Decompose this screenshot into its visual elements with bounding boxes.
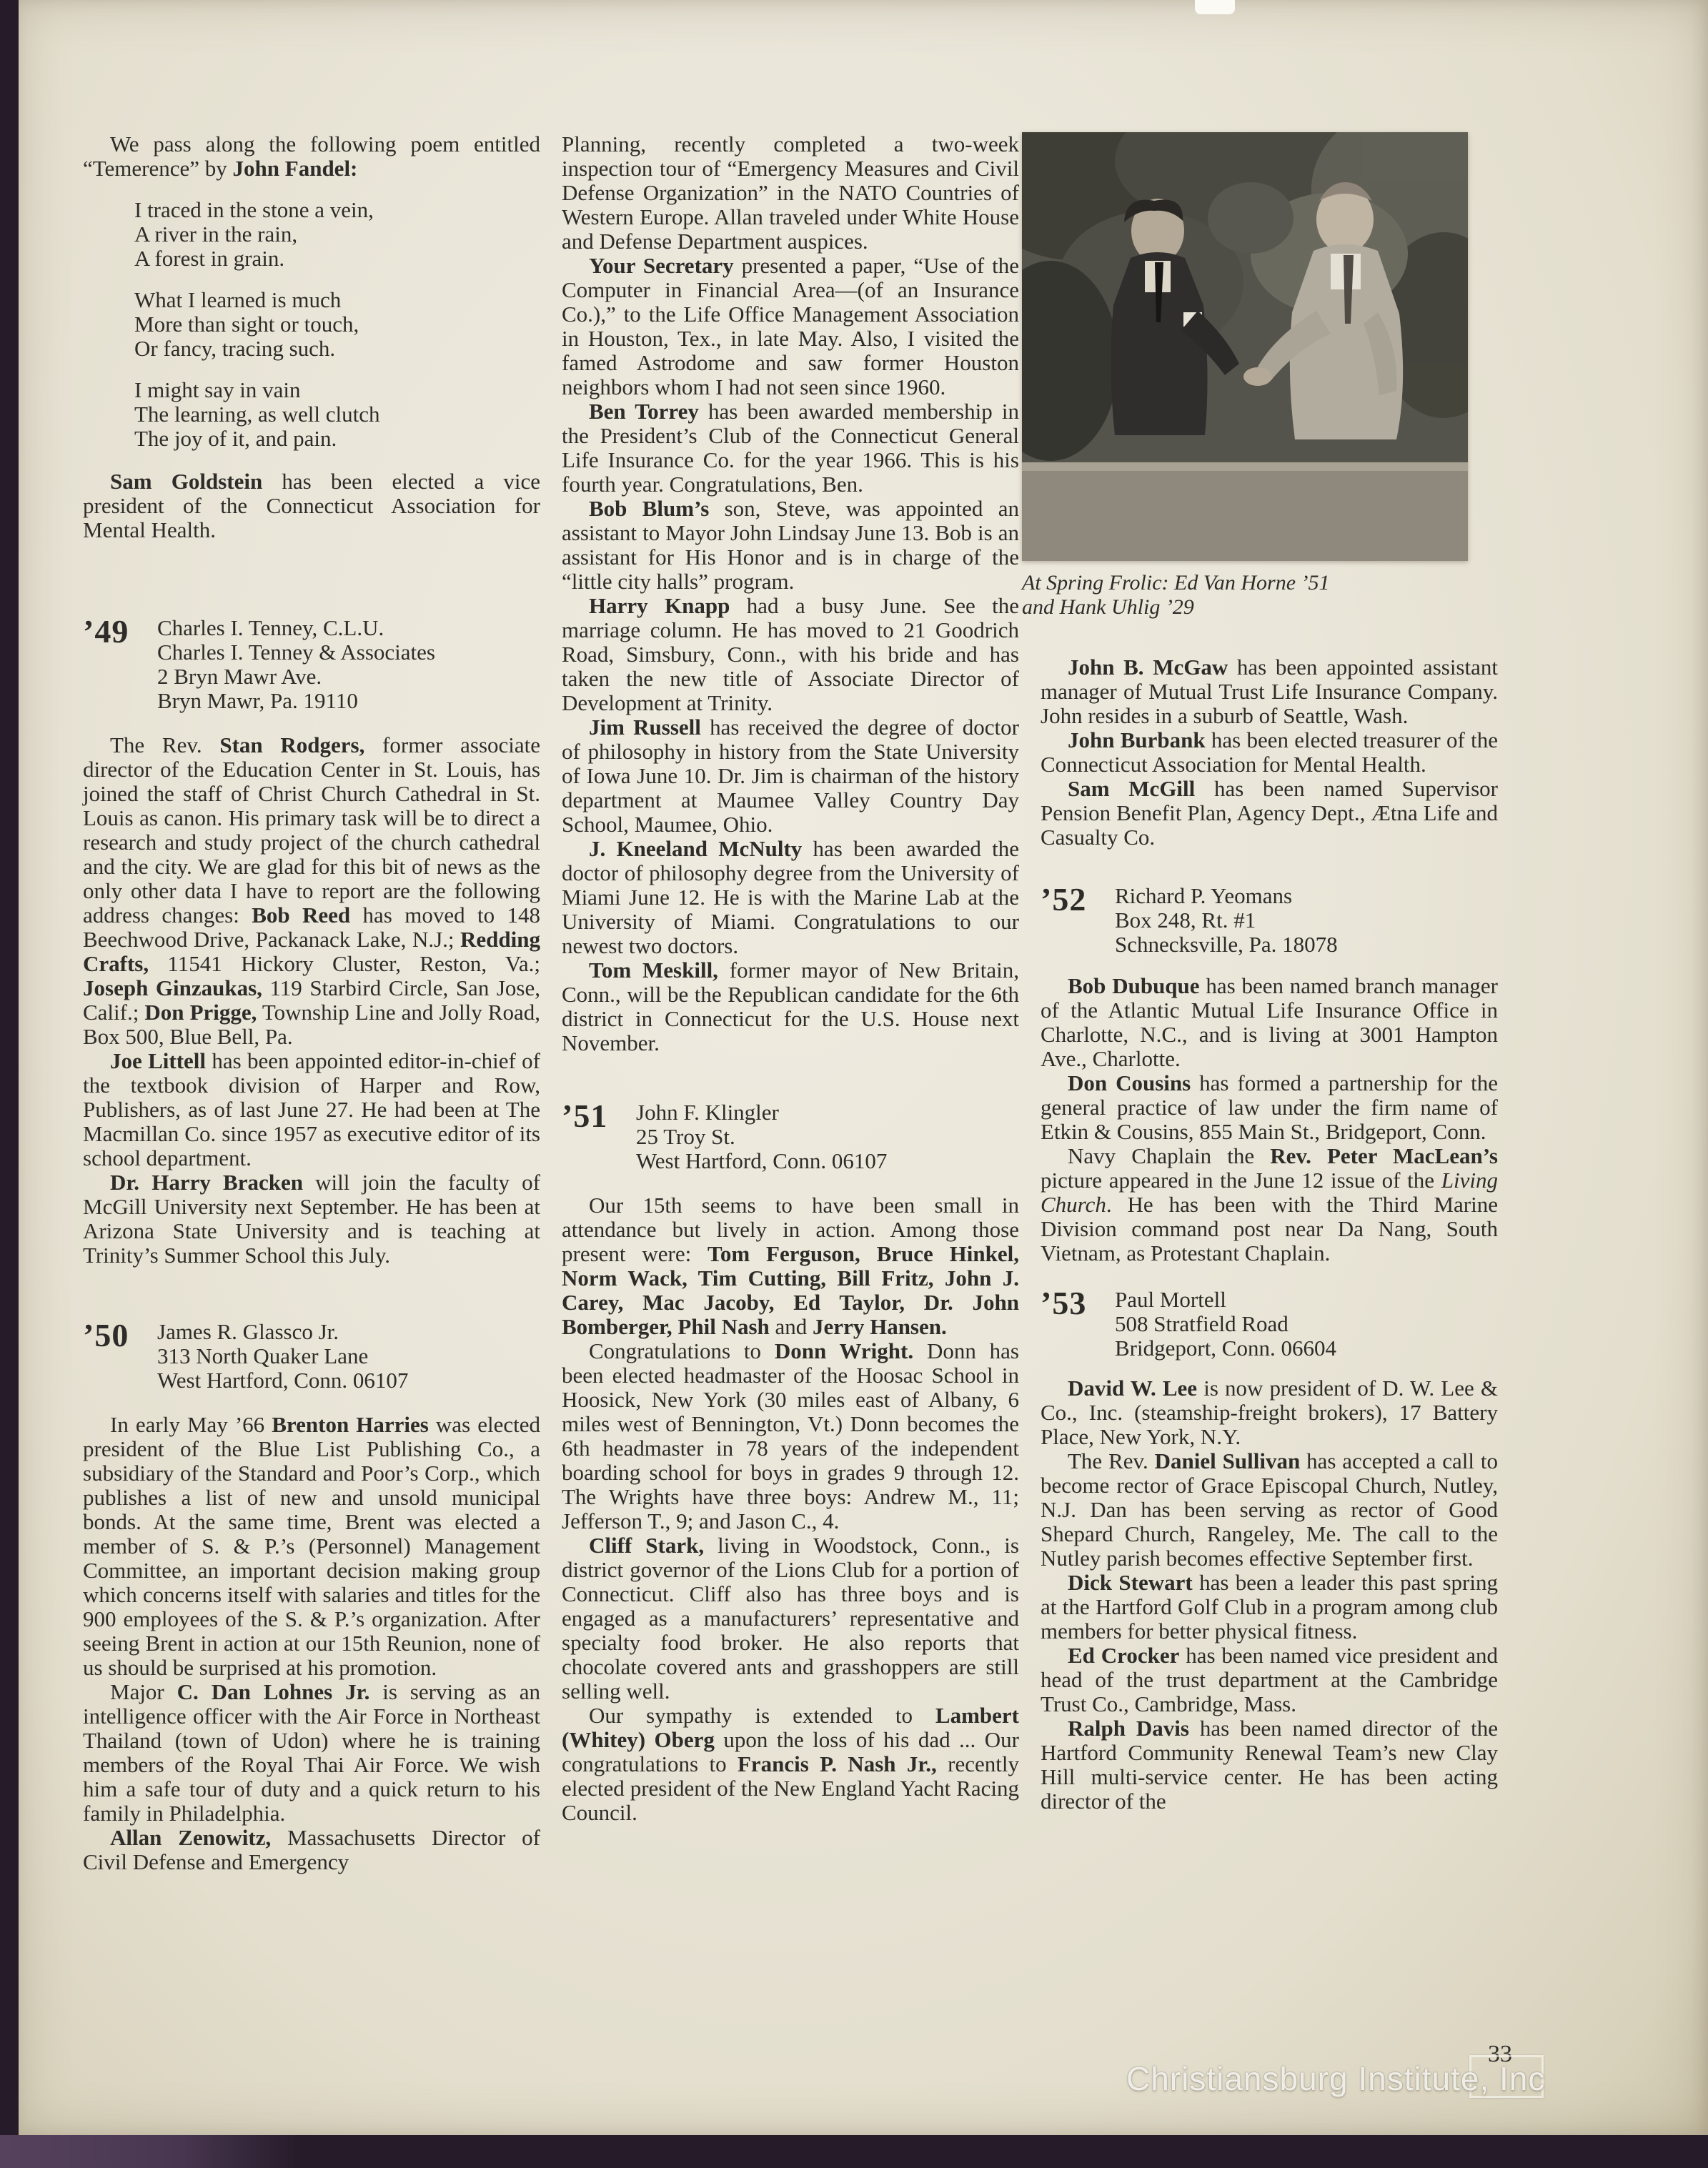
- person-name: John B. McGaw: [1068, 655, 1228, 680]
- person-name: Don Cousins: [1068, 1070, 1191, 1095]
- paragraph: [83, 1680, 540, 1826]
- text-run: has received the degree of doctor of philosophy in history from the State University of Iowa June 10. Dr. Jim is chairman of the history department at Maumee Valley Country Day School, Maumee, Ohio.: [562, 715, 1019, 837]
- address-line: West Hartford, Conn. 06107: [636, 1148, 888, 1173]
- text-run: has accepted a call to become rector of Grace Episcopal Church, Nutley, N.J. Dan has been serving as rector of Good Shepard Church, Rangeley, Me. The call to the Nutley parish becomes effective September first.: [1041, 1448, 1498, 1571]
- poem-stanza: [134, 198, 540, 271]
- spacer: [562, 1173, 1019, 1193]
- address-line: West Hartford, Conn. 06107: [157, 1368, 409, 1393]
- paragraph: [562, 594, 1019, 715]
- person-name: Ed Crocker: [1068, 1643, 1180, 1668]
- scan-edge-bottom: [0, 2135, 300, 2168]
- address-line: Schnecksville, Pa. 18078: [1115, 932, 1338, 957]
- paragraph: [562, 399, 1019, 497]
- spacer: [83, 1268, 540, 1318]
- address-line: 508 Stratfield Road: [1115, 1311, 1289, 1336]
- paragraph: [1041, 1449, 1498, 1571]
- person-name: Brenton Harries: [272, 1412, 429, 1437]
- paragraph: [562, 958, 1019, 1055]
- text-run: 119 Starbird Circle, San Jose, Calif.;: [83, 975, 541, 1025]
- text-run: In early May ’66: [110, 1412, 272, 1437]
- text-run: has been a leader this past spring at the Hartford Golf Club in a program among club members for better physical fitness.: [1041, 1570, 1498, 1644]
- scan-notch: [1195, 0, 1235, 14]
- address-line: 313 North Quaker Lane: [157, 1343, 369, 1368]
- photo-caption: [1022, 571, 1468, 620]
- paragraph: [1041, 655, 1498, 728]
- text-run: Our 15th seems to have been small in attendance but lively in action. Among those present were:: [562, 1193, 1019, 1266]
- text-run: is serving as an intelligence officer with the Air Force in Northeast Thailand (town of Udon) where he is training members of the Royal Thai Air Force. We wish him a safe tour of duty and a quick return to his family in Philadelphia.: [83, 1679, 540, 1826]
- class-year: ’52: [1041, 881, 1087, 918]
- text-run: Planning, recently completed a two-week inspection tour of “Emergency Measures and Civil Defense Organization” in the NATO Countries of Western Europe. Allan traveled under White House and Defense Department auspices.: [562, 131, 1019, 254]
- address-line: James R. Glassco Jr.: [157, 1319, 339, 1344]
- text-run: Township Line and Jolly Road, Box 500, Blue Bell, Pa.: [83, 1000, 540, 1049]
- text-run: upon the loss of his dad ... Our congratulations to: [562, 1727, 1019, 1776]
- class-secretary-address: [157, 1318, 408, 1393]
- address-line: Bridgeport, Conn. 06604: [1115, 1336, 1336, 1361]
- text-run: son, Steve, was appointed an assistant to Mayor John Lindsay June 13. Bob is an assistant for His Honor and is in charge of the “little city halls” program.: [562, 496, 1019, 594]
- text-run: is now president of D. W. Lee & Co., Inc. (steamship-freight brokers), 17 Battery Place, New York, N.Y.: [1041, 1376, 1499, 1449]
- paragraph: [562, 497, 1019, 594]
- poem-line: The learning, as well clutch: [134, 402, 380, 427]
- spacer: [562, 1055, 1019, 1098]
- photo-image: [1022, 132, 1468, 561]
- person-name: Bob Reed: [252, 902, 351, 928]
- text-run: has been awarded membership in the President’s Club of the Connecticut General Life Insurance Co. for the year 1966. This is his fourth year. Congratulations, Ben.: [562, 399, 1019, 497]
- text-run: Living Church: [1041, 1168, 1498, 1217]
- text-run: former mayor of New Britain, Conn., will be the Republican candidate for the 6th district in Connecticut for the U.S. House next November.: [562, 958, 1019, 1055]
- person-name: David W. Lee: [1068, 1376, 1198, 1401]
- watermark-text: Christiansburg Institute, Inc: [1126, 2060, 1546, 2097]
- text-run: has been named Supervisor Pension Benefit Plan, Agency Dept., Ætna Life and Casualty Co.: [1041, 776, 1498, 850]
- address-line: Paul Mortell: [1115, 1287, 1226, 1312]
- person-name: Rev. Peter MacLean’s: [1270, 1143, 1498, 1168]
- paragraph: [562, 254, 1019, 399]
- text-run: has moved to 148 Beechwood Drive, Packanack Lake, N.J.;: [83, 902, 540, 952]
- paragraph: [1041, 1716, 1498, 1814]
- photo-caption-line-1: At Spring Frolic: Ed Van Horne ’51: [1022, 571, 1330, 595]
- paragraph: [562, 715, 1019, 837]
- address-line: Box 248, Rt. #1: [1115, 908, 1256, 933]
- paragraph: [1041, 777, 1498, 850]
- poem-line: The joy of it, and pain.: [134, 426, 337, 451]
- person-name: Ben Torrey: [589, 399, 699, 424]
- paragraph: [83, 733, 540, 1049]
- class-section-53: [1041, 1286, 1498, 1361]
- text-run: . He has been with the Third Marine Division command post near Da Nang, South Vietnam, as Protestant Chaplain.: [1041, 1192, 1498, 1266]
- person-name: Bob Dubuque: [1068, 973, 1200, 998]
- text-run: has been named director of the Hartford Community Renewal Team’s new Clay Hill multi-service center. He has been acting director of the: [1041, 1716, 1499, 1814]
- class-year: ’51: [562, 1098, 608, 1134]
- text-run: will join the faculty of McGill University next September. He has been at Arizona State University and is teaching at Trinity’s Summer School this July.: [83, 1170, 540, 1268]
- class-secretary-address: [1115, 882, 1338, 957]
- text-run: has been awarded the doctor of philosophy degree from the University of Miami June 12. He is with the Marine Lab at the University of Miami. Congratulations to our newest two doctors.: [562, 836, 1019, 958]
- person-name: John Burbank: [1068, 727, 1206, 752]
- text-run: has been elected treasurer of the Connecticut Association for Mental Health.: [1041, 727, 1498, 777]
- poem-stanza: [134, 378, 540, 451]
- paragraph: [83, 1170, 540, 1268]
- class-year: ’53: [1041, 1285, 1087, 1321]
- person-name: Francis P. Nash Jr.,: [737, 1751, 937, 1776]
- text-run: former associate director of the Education Center in St. Louis, has joined the staff of Christ Church Cathedral in St. Louis as canon. His primary task will be to direct a research and study project of the church cathedral and the city. We are glad for this bit of news as the only other data I have to report are the following address changes:: [83, 732, 541, 928]
- person-name: Dick Stewart: [1068, 1570, 1193, 1595]
- paragraph: [562, 1193, 1019, 1339]
- person-name: Jim Russell: [589, 715, 701, 740]
- person-name: Allan Zenowitz,: [110, 1825, 272, 1850]
- person-name: Your Secretary: [589, 253, 734, 278]
- column-2: [562, 132, 1019, 1874]
- column-1: [83, 132, 540, 1874]
- poem-line: A river in the rain,: [134, 222, 298, 247]
- magazine-page: [19, 0, 1708, 2135]
- text-run: picture appeared in the June 12 issue of the: [1041, 1168, 1441, 1193]
- spacer: [83, 713, 540, 733]
- person-name: Dr. Harry Bracken: [110, 1170, 303, 1195]
- paragraph: [83, 132, 540, 181]
- paragraph: [562, 837, 1019, 958]
- text-run: Our sympathy is extended to: [589, 1703, 935, 1728]
- text-run: The Rev.: [110, 732, 220, 757]
- person-name: Lambert (Whitey) Oberg: [562, 1703, 1019, 1752]
- person-name: John Fandel:: [232, 156, 358, 181]
- class-section-52: [1041, 882, 1498, 957]
- person-name: Tom Meskill,: [589, 958, 718, 983]
- spacer: [1041, 957, 1498, 974]
- spacer: [1041, 620, 1498, 655]
- class-section-50: [83, 1318, 540, 1393]
- text-run: 11541 Hickory Cluster, Reston, Va.;: [149, 951, 540, 976]
- spacer: [1041, 1361, 1498, 1376]
- text-run: presented a paper, “Use of the Computer in Financial Area—(of an Insurance Co.),” to the Life Office Management Association in Houston, Tex., in late May. Also, I visited the famed Astrodome and saw former Houston neighbors whom I had not seen since 1960.: [562, 253, 1019, 399]
- paragraph: [562, 1339, 1019, 1533]
- text-run: Major: [110, 1679, 177, 1704]
- paragraph: [1041, 1644, 1498, 1716]
- text-run: was elected president of the Blue List Publishing Co., a subsidiary of the Standard and Poor’s Corp., which publishes a list of new and unsold municipal bonds. At the same time, Brent was elected a member of S. & P.’s (Personnel) Management Committee, an important decision making group which concerns itself with salaries and titles for the 900 employees of the S. & P.’s organization. After seeing Brent in action at our 15th Reunion, none of us should be surprised at his promotion.: [83, 1412, 540, 1680]
- text-run: The Rev.: [1068, 1448, 1155, 1473]
- paragraph: [562, 132, 1019, 254]
- paragraph: [562, 1533, 1019, 1704]
- person-name: C. Dan Lohnes Jr.: [177, 1679, 370, 1704]
- text-run: had a busy June. See the marriage column. He has moved to 21 Goodrich Road, Simsbury, Conn., with his bride and has taken the new title of Associate Director of Development at Trinity.: [562, 593, 1019, 715]
- photo-caption-line-2: and Hank Uhlig ’29: [1022, 595, 1194, 619]
- person-name: Stan Rodgers,: [219, 732, 365, 757]
- paragraph: [83, 1049, 540, 1170]
- address-line: Charles I. Tenney, C.L.U.: [157, 615, 384, 640]
- address-line: Bryn Mawr, Pa. 19110: [157, 688, 358, 713]
- text-run: Congratulations to: [589, 1338, 775, 1363]
- address-line: 25 Troy St.: [636, 1124, 735, 1149]
- person-name: Bob Blum’s: [589, 496, 710, 521]
- page-number: 33: [1488, 2041, 1512, 2067]
- spacer: [1041, 850, 1498, 882]
- person-name: Joe Littell: [110, 1048, 207, 1073]
- text-run: has been appointed editor-in-chief of the textbook division of Harper and Row, Publishers, as of last June 27. He had been at The Macmillan Co. since 1957 as executive editor of its school department.: [83, 1048, 540, 1170]
- person-name: Sam McGill: [1068, 776, 1196, 801]
- column-3: [1022, 132, 1499, 1874]
- address-line: John F. Klingler: [636, 1100, 779, 1125]
- paragraph: [1041, 1571, 1498, 1644]
- class-section-49: [83, 614, 540, 713]
- paragraph: [1041, 728, 1498, 777]
- text-run: has been appointed assistant manager of Mutual Trust Life Insurance Company. John resides in a suburb of Seattle, Wash.: [1041, 655, 1498, 728]
- text-run: We pass along the following poem entitled “Temerence” by: [83, 131, 540, 181]
- person-name: Ralph Davis: [1068, 1716, 1189, 1741]
- person-name: Tom Ferguson, Bruce Hinkel, Norm Wack, Tim Cutting, Bill Fritz, John J. Carey, Mac Jacoby, Ed Taylor, Dr. John Bomberger, Phil Nash: [562, 1241, 1019, 1339]
- paragraph: [1041, 1376, 1498, 1449]
- text-run: Navy Chaplain the: [1068, 1143, 1271, 1168]
- poem-line: Or fancy, tracing such.: [134, 336, 336, 361]
- address-line: 2 Bryn Mawr Ave.: [157, 664, 322, 689]
- class-year: ’50: [83, 1317, 129, 1353]
- person-name: Don Prigge,: [144, 1000, 257, 1025]
- class-secretary-address: [636, 1098, 887, 1173]
- photo-spring-frolic: [1022, 132, 1468, 620]
- class-year: ’49: [83, 613, 129, 650]
- person-name: Joseph Ginzaukas,: [83, 975, 262, 1000]
- poem-line: A forest in grain.: [134, 246, 285, 271]
- paragraph: [1041, 974, 1498, 1071]
- person-name: Harry Knapp: [589, 593, 730, 618]
- person-name: J. Kneeland McNulty: [589, 836, 803, 861]
- paragraph: [562, 1704, 1019, 1825]
- spacer: [83, 1393, 540, 1413]
- person-name: Sam Goldstein: [110, 469, 263, 494]
- paragraph: [83, 1413, 540, 1680]
- person-name: Redding Crafts,: [83, 927, 540, 976]
- poem-stanza: [134, 288, 540, 361]
- poem-line: More than sight or touch,: [134, 312, 359, 337]
- class-section-51: [562, 1098, 1019, 1173]
- person-name: Jerry Hansen.: [813, 1314, 947, 1339]
- person-name: Cliff Stark,: [589, 1533, 705, 1558]
- class-secretary-address: [157, 614, 435, 713]
- text-run: Massachusetts Director of Civil Defense and Emergency: [83, 1825, 540, 1874]
- text-run: Donn has been elected headmaster of the Hoosac School in Hoosick, New York (30 miles east of Albany, 6 miles west of Bennington, Vt.) Donn becomes the 6th headmaster in 78 years of the independent boarding school for boys in grades 9 through 12. The Wrights have three boys: Andrew M., 11; Jefferson T., 9; and Jason C., 4.: [562, 1338, 1019, 1533]
- poem-line: I traced in the stone a vein,: [134, 197, 374, 222]
- paragraph: [1041, 1144, 1498, 1266]
- person-name: Daniel Sullivan: [1154, 1448, 1301, 1473]
- class-secretary-address: [1115, 1286, 1336, 1361]
- text-run: has been elected a vice president of the Connecticut Association for Mental Health.: [83, 469, 541, 542]
- text-run: and: [769, 1314, 813, 1339]
- address-line: Richard P. Yeomans: [1115, 883, 1293, 908]
- text-run: living in Woodstock, Conn., is district governor of the Lions Club for a portion of Connecticut. Cliff also has three boys and is engaged as a manufacturers’ representative and specialty food broker. He also reports that chocolate covered ants and grasshoppers are still selling well.: [562, 1533, 1019, 1704]
- paragraph: [83, 1826, 540, 1874]
- spacer: [83, 542, 540, 614]
- paragraph: [83, 469, 540, 542]
- text-run: has been named branch manager of the Atlantic Mutual Life Insurance Office in Charlotte, N.C., and is living at 3001 Hampton Ave., Charlotte.: [1041, 973, 1498, 1071]
- text-run: recently elected president of the New England Yacht Racing Council.: [562, 1751, 1019, 1825]
- paragraph: [1041, 1071, 1498, 1144]
- poem-line: What I learned is much: [134, 287, 342, 312]
- address-line: Charles I. Tenney & Associates: [157, 640, 435, 665]
- text-run: has been named vice president and head of the trust department at the Cambridge Trust Co., Cambridge, Mass.: [1041, 1643, 1499, 1716]
- person-name: Donn Wright.: [774, 1338, 914, 1363]
- poem-line: I might say in vain: [134, 377, 301, 402]
- columns: [83, 132, 1498, 1874]
- spacer: [1041, 1266, 1498, 1286]
- text-run: has formed a partnership for the general practice of law under the firm name of Etkin & Cousins, 855 Main St., Bridgeport, Conn.: [1041, 1070, 1498, 1144]
